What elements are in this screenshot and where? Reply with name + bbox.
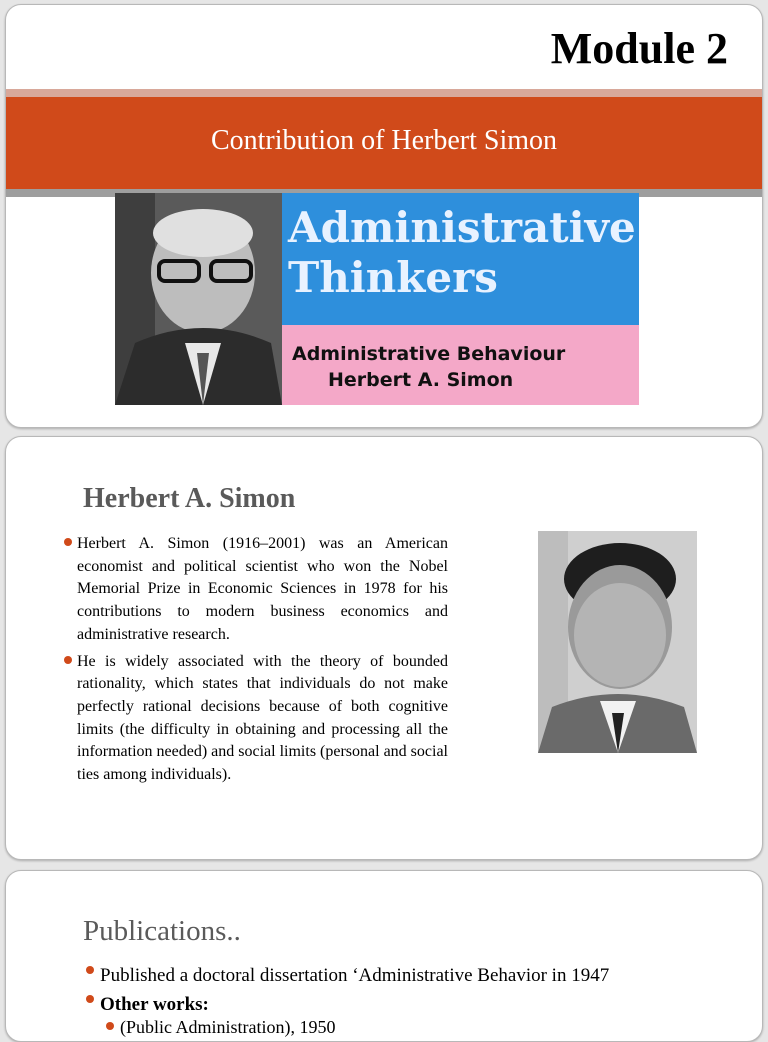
slide-title	[5, 4, 763, 428]
bullet-dot-icon	[86, 995, 94, 1003]
list-item	[86, 961, 609, 990]
slide-publications	[5, 870, 763, 1042]
list-item	[64, 533, 448, 647]
list-item	[86, 990, 609, 1019]
list-item	[64, 651, 448, 787]
administrative-thinkers-banner	[115, 193, 639, 405]
bullet-dot-icon	[64, 656, 72, 664]
sub-list-item	[106, 1017, 336, 1038]
banner-book-title: Administrative Behaviour	[292, 343, 566, 365]
simon-portrait-older	[115, 193, 282, 405]
sub-item-text: (Public Administration), 1950	[120, 1017, 336, 1037]
banner-title-line2: Thinkers	[288, 253, 498, 302]
bullet-dot-icon	[106, 1022, 114, 1030]
slide-heading: Contribution of Herbert Simon	[210, 125, 558, 156]
simon-portrait-younger	[538, 531, 697, 753]
banner-author: Herbert A. Simon	[328, 369, 514, 391]
bullet-text: Herbert A. Simon (1916–2001) was an American economist and political scientist who won the Nobel Memorial Prize in Economic Sciences in 1978 for his contributions to modern business economics and administrative research.	[77, 535, 448, 643]
publication-text: Published a doctoral dissertation ‘Administrative Behavior in 1947	[100, 965, 610, 986]
bullet-dot-icon	[64, 538, 72, 546]
banner-title-line1: Administrative	[288, 203, 636, 252]
banner-title	[288, 203, 636, 303]
bullet-text: He is widely associated with the theory of bounded rationality, which states that individuals do not make perfectly rational decisions because of both cognitive limits (the difficulty in obtaining and processing all the information needed) and social limits (personal and social ties among individuals).	[77, 652, 448, 784]
biography-bullets	[64, 533, 448, 791]
bullet-dot-icon	[86, 966, 94, 974]
portrait-illustration	[115, 193, 282, 405]
banner-subtitle-panel	[282, 325, 639, 405]
module-label: Module 2	[550, 24, 728, 73]
slide-title: Publications..	[83, 915, 241, 947]
banner-title-panel	[282, 193, 639, 325]
publications-list	[86, 961, 609, 1019]
other-works-label: Other works:	[100, 994, 209, 1015]
slide-biography	[5, 436, 763, 860]
title-band-top-edge	[6, 89, 762, 97]
slide-title: Herbert A. Simon	[83, 483, 296, 514]
portrait-illustration	[538, 531, 697, 753]
